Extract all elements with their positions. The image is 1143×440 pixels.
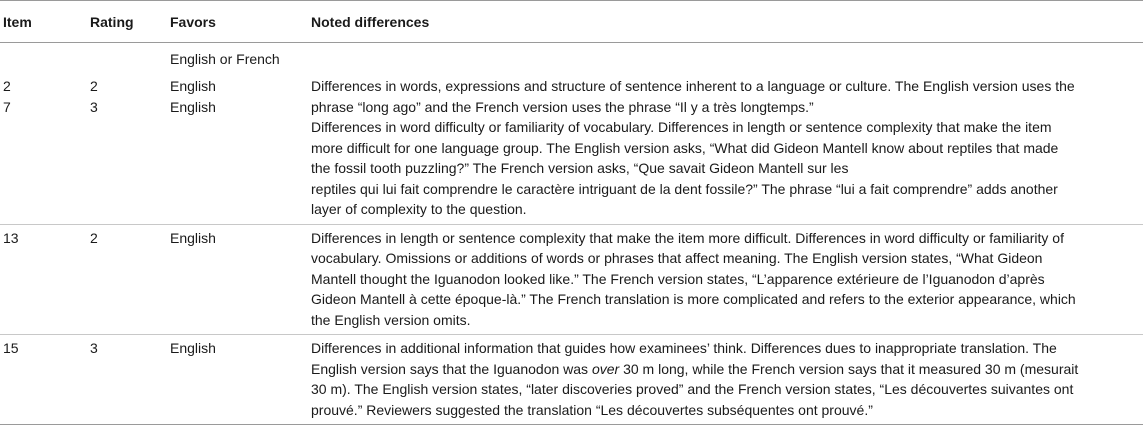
subheader-favors: English or French [170, 51, 280, 67]
cell-favors: English [170, 340, 216, 356]
header-favors: Favors [170, 14, 216, 30]
table-header [0, 0, 1143, 43]
notes-line: prouvé.” Reviewers suggested the translation “Les découvertes subséquentes ont prouvé.” [311, 401, 873, 418]
notes-line: Differences in words, expressions and structure of sentence inherent to a language or culture. The English version uses the [311, 78, 1075, 94]
notes-line: Differences in additional information that guides how examinees’ think. Differences dues to inappropriate translation. The [311, 340, 1057, 356]
header-rating: Rating [90, 14, 134, 30]
notes-line: layer of complexity to the question. [311, 201, 527, 217]
notes-line: English version says that the Iguanodon was over 30 m long, while the French version says that it measured 30 m (mesurait [311, 360, 1079, 377]
cell-rating: 3 [90, 340, 98, 356]
notes-line: the fossil tooth puzzling?” The French version asks, “Que savait Gideon Mantell sur les [311, 160, 849, 176]
header-item: Item [3, 14, 32, 30]
table-row [0, 97, 1143, 224]
table-row [0, 334, 1143, 425]
cell-favors: English [170, 229, 216, 246]
notes-line: the English version omits. [311, 311, 471, 328]
table-row [0, 224, 1143, 335]
notes-line: phrase “long ago” and the French version uses the phrase “Il y a très longtemps.” [311, 98, 814, 115]
cell-favors: English [170, 78, 216, 94]
cell-item: 15 [3, 340, 19, 356]
notes-line: reptiles qui lui fait comprendre le caractère intriguant de la dent fossile?” The phrase “lui a fait comprendre” adds another [311, 180, 1058, 197]
emphasis-over: over [591, 360, 620, 377]
table-subheader [0, 43, 1143, 70]
notes-line: more difficult for one language group. The English version asks, “What did Gideon Mantell know about reptiles that made [311, 139, 1059, 156]
notes-line: Mantell thought the Iguanodon looked like.” The French version states, “L’apparence extérieure de l’Iguanodon d’après [311, 270, 1045, 287]
header-noted-differences: Noted differences [311, 14, 430, 30]
cell-noted-differences [311, 228, 1140, 331]
cell-item: 13 [3, 229, 19, 246]
cell-item: 7 [3, 98, 11, 115]
cell-rating: 2 [90, 229, 98, 246]
notes-line: vocabulary. Omissions or additions of words or phrases that affect meaning. The English version states, “What Gideon [311, 250, 1043, 266]
cell-rating: 3 [90, 98, 98, 115]
cell-rating: 2 [90, 78, 98, 94]
notes-line: 30 m). The English version states, “later discoveries proved” and the French version states, “Les découvertes suivantes ont [311, 381, 1074, 397]
cell-noted-differences [311, 97, 1140, 220]
cell-noted-differences [311, 338, 1140, 420]
notes-line: Differences in word difficulty or familiarity of vocabulary. Differences in length or sentence complexity that make the item [311, 119, 1052, 135]
cell-favors: English [170, 98, 216, 115]
notes-line: Differences in length or sentence complexity that make the item more difficult. Differences in word difficulty or familiarity of [311, 229, 1064, 246]
cell-item: 2 [3, 78, 11, 94]
notes-line: Gideon Mantell à cette époque-là.” The French translation is more complicated and refers to the exterior appearance, which [311, 291, 1076, 307]
